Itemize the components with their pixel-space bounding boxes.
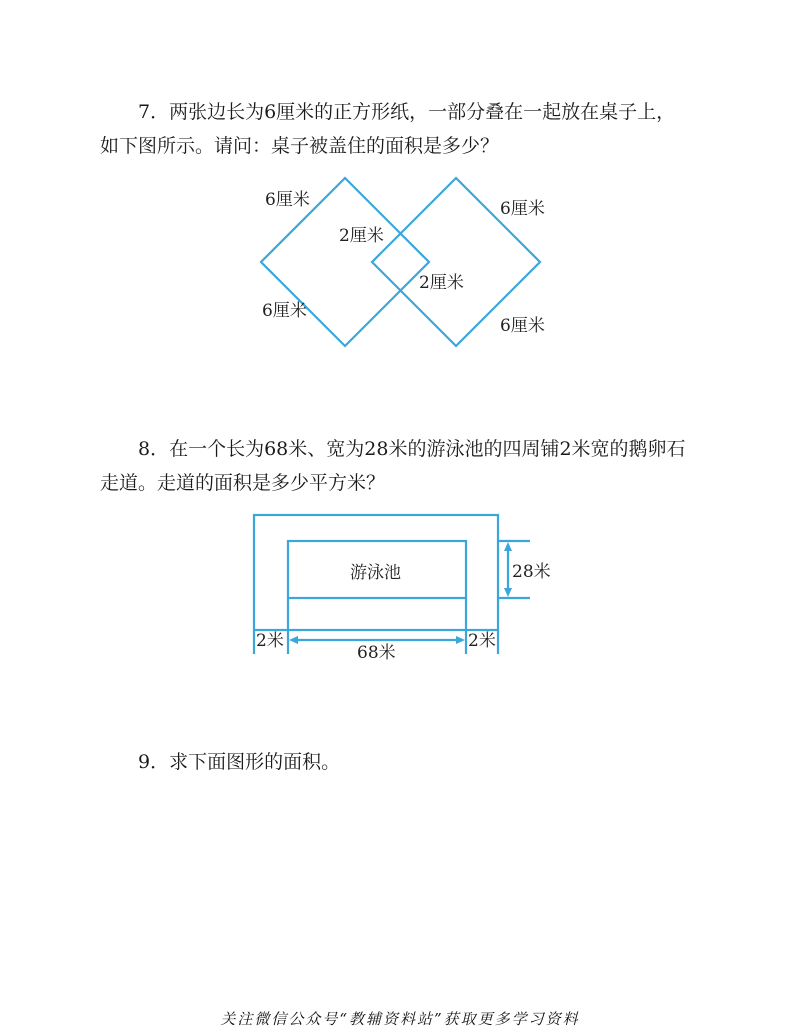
label-6cm-bottom-left: 6厘米 — [262, 301, 307, 321]
pool-label: 游泳池 — [350, 563, 401, 583]
label-28m: 28米 — [512, 562, 551, 582]
q7-text-line2: 如下图所示。请问：桌子被盖住的面积是多少？ — [100, 135, 500, 157]
label-6cm-top-right: 6厘米 — [500, 199, 545, 219]
q9-text: 9．求下面图形的面积。 — [138, 751, 341, 773]
width-arrow-up — [504, 542, 512, 551]
label-6cm-top-left: 6厘米 — [265, 190, 310, 210]
label-68m: 68米 — [357, 643, 396, 663]
q8-text-line2: 走道。走道的面积是多少平方米？ — [100, 472, 386, 494]
label-2cm-overlap-upper: 2厘米 — [339, 226, 384, 246]
label-2m-left: 2米 — [256, 631, 284, 651]
length-arrow-left — [289, 636, 298, 644]
q7-text-line1: 7．两张边长为6厘米的正方形纸，一部分叠在一起放在桌子上， — [138, 101, 676, 123]
footer-watermark: 关注微信公众号“教辅资料站”获取更多学习资料 — [220, 1010, 580, 1028]
length-arrow-right — [456, 636, 465, 644]
width-arrow-down — [504, 588, 512, 597]
q8-text-line1: 8．在一个长为68米、宽为28米的游泳池的四周铺2米宽的鹅卵石 — [138, 438, 686, 460]
label-2cm-overlap-lower: 2厘米 — [419, 273, 464, 293]
label-6cm-bottom-right: 6厘米 — [500, 316, 545, 336]
label-2m-right: 2米 — [468, 631, 496, 651]
